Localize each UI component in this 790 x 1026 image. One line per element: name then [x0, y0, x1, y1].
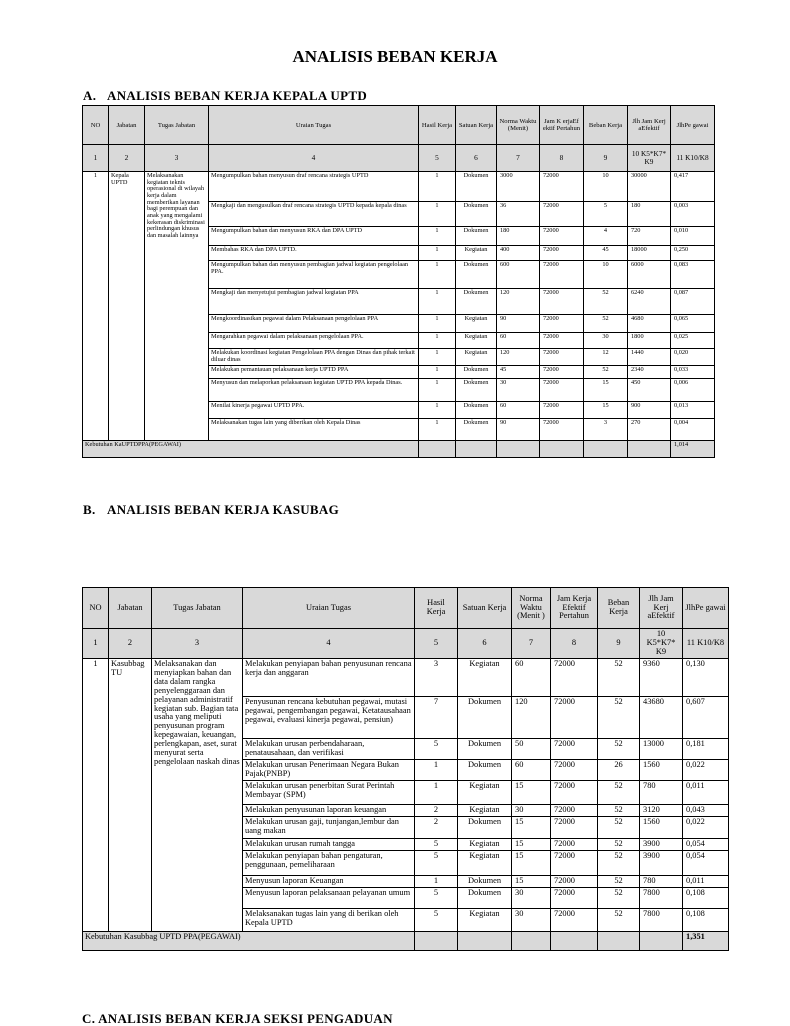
uraian-tugas-cell: Melaksanakan tugas lain yang diberikan oleh Kepala Dinas	[209, 419, 419, 441]
section-c-heading-partial: C. ANALISIS BEBAN KERJA SEKSI PENGADUAN	[82, 1011, 393, 1026]
norma-waktu-cell: 36	[497, 202, 540, 227]
beban-kerja-cell: 52	[584, 289, 628, 315]
satuan-kerja-cell: Dokumen	[458, 887, 512, 908]
jam-kerja-cell: 72000	[540, 333, 584, 349]
norma-waktu-cell: 50	[512, 739, 551, 760]
hasil-kerja-cell: 5	[415, 850, 458, 875]
hasil-kerja-cell: 1	[415, 875, 458, 887]
jam-kerja-cell: 72000	[540, 172, 584, 202]
jam-kerja-efektif-cell: 3120	[640, 805, 683, 817]
column-header: Beban Kerja	[598, 588, 640, 629]
beban-kerja-cell: 52	[598, 908, 640, 931]
column-header: Tugas Jabatan	[152, 588, 243, 629]
beban-kerja-cell: 15	[584, 379, 628, 402]
jam-kerja-cell: 72000	[540, 227, 584, 246]
jabatan-cell: Kepala UPTD	[109, 172, 145, 441]
page-title: ANALISIS BEBAN KERJA	[292, 47, 498, 66]
uraian-tugas-cell: Penyusunan rencana kebutuhan pegawai, mutasi pegawai, pengembangan pegawai, Ketatausahaan pegawai, evaluasi kinerja pegawai, pensiun)	[243, 697, 415, 739]
hasil-kerja-cell: 5	[415, 887, 458, 908]
hasil-kerja-cell: 5	[415, 908, 458, 931]
uraian-tugas-cell: Melakukan urusan rumah tangga	[243, 839, 415, 851]
section-b-heading: B. ANALISIS BEBAN KERJA KASUBAG	[83, 502, 339, 517]
jam-kerja-efektif-cell: 30000	[628, 172, 671, 202]
jumlah-pegawai-cell: 0,022	[683, 760, 729, 781]
jam-kerja-cell: 72000	[551, 839, 598, 851]
norma-waktu-cell: 30	[512, 805, 551, 817]
norma-waktu-cell: 60	[497, 333, 540, 349]
uraian-tugas-cell: Menyusun laporan pelaksanaan pelayanan umum	[243, 887, 415, 908]
beban-kerja-cell: 52	[598, 875, 640, 887]
satuan-kerja-cell: Dokumen	[456, 227, 497, 246]
column-number: 9	[584, 145, 628, 172]
tugas-jabatan-cell: Melaksanakan dan menyiapkan bahan dan data dalam rangka penyelenggaraan dan pelayanan administratif kegiatan sub. Bagian tata usaha yang meliputi penyusunan program kepegawaian, keuangan, perlengkapan, aset, surat menyurat serta pengelolaan naskah dinas	[152, 659, 243, 932]
table-row	[83, 172, 715, 202]
hasil-kerja-cell: 1	[415, 760, 458, 781]
hasil-kerja-cell: 2	[415, 805, 458, 817]
jam-kerja-efektif-cell: 1800	[628, 333, 671, 349]
jam-kerja-cell: 72000	[540, 202, 584, 227]
jam-kerja-cell: 72000	[551, 659, 598, 697]
footer-label: Kebutuhan KaUPTDPPA(PEGAWAI)	[83, 441, 419, 458]
jumlah-pegawai-cell: 0,108	[683, 908, 729, 931]
norma-waktu-cell: 60	[512, 760, 551, 781]
beban-kerja-cell: 52	[598, 850, 640, 875]
column-header: Norma Waktu (Menit)	[497, 106, 540, 145]
satuan-kerja-cell: Kegiatan	[458, 839, 512, 851]
satuan-kerja-cell: Kegiatan	[458, 850, 512, 875]
norma-waktu-cell: 15	[512, 875, 551, 887]
column-number: 4	[209, 145, 419, 172]
jam-kerja-cell: 72000	[540, 349, 584, 366]
jam-kerja-efektif-cell: 18000	[628, 246, 671, 261]
column-header: Uraian Tugas	[243, 588, 415, 629]
satuan-kerja-cell: Dokumen	[456, 402, 497, 419]
jam-kerja-cell: 72000	[551, 875, 598, 887]
norma-waktu-cell: 60	[512, 659, 551, 697]
jumlah-pegawai-cell: 0,083	[671, 261, 715, 289]
hasil-kerja-cell: 1	[419, 172, 456, 202]
table-kasubag	[82, 587, 729, 951]
jumlah-pegawai-cell: 0,043	[683, 805, 729, 817]
beban-kerja-cell: 30	[584, 333, 628, 349]
jumlah-pegawai-cell: 0,250	[671, 246, 715, 261]
hasil-kerja-cell: 1	[419, 379, 456, 402]
uraian-tugas-cell: Menilai kinerja pegawai UPTD PPA.	[209, 402, 419, 419]
uraian-tugas-cell: Menyusun dan melaporkan pelaksanaan kegiatan UPTD PPA kepada Dinas.	[209, 379, 419, 402]
uraian-tugas-cell: Melakukan urusan gaji, tunjangan,lembur dan uang makan	[243, 817, 415, 839]
beban-kerja-cell: 3	[584, 419, 628, 441]
norma-waktu-cell: 30	[497, 379, 540, 402]
hasil-kerja-cell: 5	[415, 839, 458, 851]
jam-kerja-efektif-cell: 43680	[640, 697, 683, 739]
uraian-tugas-cell: Mengkoordinasikan pegawai dalam Pelaksanaan pengelolaan PPA	[209, 315, 419, 333]
beban-kerja-cell: 52	[598, 697, 640, 739]
hasil-kerja-cell: 1	[419, 366, 456, 379]
jam-kerja-cell: 72000	[540, 315, 584, 333]
jumlah-pegawai-cell: 0,011	[683, 781, 729, 805]
beban-kerja-cell: 10	[584, 261, 628, 289]
norma-waktu-cell: 15	[512, 850, 551, 875]
beban-kerja-cell: 45	[584, 246, 628, 261]
jam-kerja-efektif-cell: 3900	[640, 850, 683, 875]
jam-kerja-cell: 72000	[551, 805, 598, 817]
satuan-kerja-cell: Dokumen	[458, 739, 512, 760]
satuan-kerja-cell: Kegiatan	[456, 315, 497, 333]
column-number: 8	[540, 145, 584, 172]
uraian-tugas-cell: Mengarahkan pegawai dalam pelaksanaan pengelolaan PPA.	[209, 333, 419, 349]
jumlah-pegawai-cell: 0,181	[683, 739, 729, 760]
uraian-tugas-cell: Melakukan penyiapan bahan pengaturan, penggunaan, pemeliharaan	[243, 850, 415, 875]
column-header: Beban Kerja	[584, 106, 628, 145]
beban-kerja-cell: 52	[598, 887, 640, 908]
footer-label: Kebutuhan Kasubbag UPTD PPA(PEGAWAI)	[83, 931, 415, 950]
column-number: 11 K10/K8	[671, 145, 715, 172]
hasil-kerja-cell: 7	[415, 697, 458, 739]
satuan-kerja-cell: Dokumen	[458, 697, 512, 739]
jam-kerja-efektif-cell: 7800	[640, 908, 683, 931]
jam-kerja-efektif-cell: 1440	[628, 349, 671, 366]
section-a-heading: A. ANALISIS BEBAN KERJA KEPALA UPTD	[83, 88, 368, 103]
column-header: Satuan Kerja	[456, 106, 497, 145]
satuan-kerja-cell: Dokumen	[456, 419, 497, 441]
column-number: 11 K10/K8	[683, 629, 729, 659]
satuan-kerja-cell: Kegiatan	[458, 908, 512, 931]
column-number: 1	[83, 145, 109, 172]
column-number: 9	[598, 629, 640, 659]
column-number: 10 K5*K7* K9	[628, 145, 671, 172]
jam-kerja-efektif-cell: 13000	[640, 739, 683, 760]
jam-kerja-efektif-cell: 1560	[640, 760, 683, 781]
table-kepala-uptd	[82, 105, 715, 458]
uraian-tugas-cell: Melakukan urusan Penerimaan Negara Bukan Pajak(PNBP)	[243, 760, 415, 781]
beban-kerja-cell: 10	[584, 172, 628, 202]
column-number: 5	[419, 145, 456, 172]
norma-waktu-cell: 15	[512, 781, 551, 805]
jam-kerja-cell: 72000	[551, 781, 598, 805]
column-number: 4	[243, 629, 415, 659]
jam-kerja-cell: 72000	[540, 366, 584, 379]
beban-kerja-cell: 52	[584, 366, 628, 379]
beban-kerja-cell: 5	[584, 202, 628, 227]
beban-kerja-cell: 4	[584, 227, 628, 246]
hasil-kerja-cell: 1	[415, 781, 458, 805]
column-number: 7	[497, 145, 540, 172]
hasil-kerja-cell: 2	[415, 817, 458, 839]
satuan-kerja-cell: Dokumen	[456, 366, 497, 379]
uraian-tugas-cell: Melakukan koordinasi kegiatan Pengelolaan PPA dengan Dinas dan pihak terkait diluar dinas	[209, 349, 419, 366]
jumlah-pegawai-cell: 0,011	[683, 875, 729, 887]
jumlah-pegawai-cell: 0,022	[683, 817, 729, 839]
hasil-kerja-cell: 1	[419, 402, 456, 419]
column-header: NO	[83, 588, 109, 629]
jam-kerja-cell: 72000	[540, 379, 584, 402]
satuan-kerja-cell: Dokumen	[458, 760, 512, 781]
jumlah-pegawai-cell: 0,130	[683, 659, 729, 697]
norma-waktu-cell: 180	[497, 227, 540, 246]
norma-waktu-cell: 600	[497, 261, 540, 289]
jumlah-pegawai-cell: 0,033	[671, 366, 715, 379]
row-no: 1	[83, 659, 109, 932]
column-number: 10 K5*K7* K9	[640, 629, 683, 659]
jam-kerja-cell: 72000	[551, 739, 598, 760]
hasil-kerja-cell: 3	[415, 659, 458, 697]
column-header: Jam K erjaEf ektif Pertahun	[540, 106, 584, 145]
column-header: Jlh Jam Kerj aEfektif	[628, 106, 671, 145]
column-header: Hasil Kerja	[419, 106, 456, 145]
norma-waktu-cell: 3000	[497, 172, 540, 202]
uraian-tugas-cell: Melaksanakan tugas lain yang di berikan oleh Kepala UPTD	[243, 908, 415, 931]
jumlah-pegawai-cell: 0,607	[683, 697, 729, 739]
beban-kerja-cell: 12	[584, 349, 628, 366]
jam-kerja-cell: 72000	[540, 246, 584, 261]
jam-kerja-cell: 72000	[551, 850, 598, 875]
tugas-jabatan-cell: Melaksanakan kegiatan teknis operasional di wilayah kerja dalam memberikan layanan bagi perempuan dan anak yang mengalami kekerasan diskriminasi perlindungan khusus dan masalah lainnya	[145, 172, 209, 441]
jam-kerja-efektif-cell: 720	[628, 227, 671, 246]
uraian-tugas-cell: Menyusun laporan Keuangan	[243, 875, 415, 887]
column-number: 6	[458, 629, 512, 659]
hasil-kerja-cell: 1	[419, 261, 456, 289]
uraian-tugas-cell: Melakukan urusan penerbitan Surat Perintah Membayar (SPM)	[243, 781, 415, 805]
uraian-tugas-cell: Membahas RKA dan DPA UPTD.	[209, 246, 419, 261]
column-header: NO	[83, 106, 109, 145]
jumlah-pegawai-cell: 0,054	[683, 850, 729, 875]
jam-kerja-cell: 72000	[540, 289, 584, 315]
jam-kerja-efektif-cell: 1560	[640, 817, 683, 839]
column-number: 1	[83, 629, 109, 659]
column-header: Uraian Tugas	[209, 106, 419, 145]
beban-kerja-cell: 52	[598, 781, 640, 805]
column-number: 2	[109, 145, 145, 172]
jumlah-pegawai-cell: 0,087	[671, 289, 715, 315]
jam-kerja-cell: 72000	[551, 760, 598, 781]
uraian-tugas-cell: Melakukan urusan perbendaharaan, penatausahaan, dan verifikasi	[243, 739, 415, 760]
hasil-kerja-cell: 1	[419, 202, 456, 227]
column-header: Hasil Kerja	[415, 588, 458, 629]
column-number: 3	[152, 629, 243, 659]
uraian-tugas-cell: Melakukan pemantauan pelaksanaan kerja UPTD PPA	[209, 366, 419, 379]
column-header: Satuan Kerja	[458, 588, 512, 629]
satuan-kerja-cell: Dokumen	[456, 379, 497, 402]
jumlah-pegawai-cell: 0,010	[671, 227, 715, 246]
jam-kerja-cell: 72000	[551, 887, 598, 908]
beban-kerja-cell: 52	[598, 739, 640, 760]
uraian-tugas-cell: Mengumpulkan bahan menyusun draf rencana strategis UPTD	[209, 172, 419, 202]
column-header: Jabatan	[109, 106, 145, 145]
satuan-kerja-cell: Dokumen	[456, 289, 497, 315]
column-header: Jlh Jam Kerj aEfektif	[640, 588, 683, 629]
satuan-kerja-cell: Kegiatan	[458, 805, 512, 817]
jam-kerja-efektif-cell: 6240	[628, 289, 671, 315]
beban-kerja-cell: 52	[598, 659, 640, 697]
hasil-kerja-cell: 1	[419, 289, 456, 315]
column-header: JlhPe gawai	[671, 106, 715, 145]
footer-value: 1,014	[671, 441, 715, 458]
beban-kerja-cell: 52	[598, 817, 640, 839]
satuan-kerja-cell: Dokumen	[456, 172, 497, 202]
satuan-kerja-cell: Dokumen	[458, 875, 512, 887]
jumlah-pegawai-cell: 0,417	[671, 172, 715, 202]
jumlah-pegawai-cell: 0,004	[671, 419, 715, 441]
jumlah-pegawai-cell: 0,013	[671, 402, 715, 419]
satuan-kerja-cell: Dokumen	[456, 202, 497, 227]
satuan-kerja-cell: Kegiatan	[456, 333, 497, 349]
hasil-kerja-cell: 1	[419, 349, 456, 366]
norma-waktu-cell: 45	[497, 366, 540, 379]
jam-kerja-efektif-cell: 6000	[628, 261, 671, 289]
hasil-kerja-cell: 1	[419, 419, 456, 441]
column-number: 3	[145, 145, 209, 172]
norma-waktu-cell: 30	[512, 908, 551, 931]
jam-kerja-cell: 72000	[540, 419, 584, 441]
beban-kerja-cell: 52	[584, 315, 628, 333]
satuan-kerja-cell: Kegiatan	[456, 349, 497, 366]
jam-kerja-efektif-cell: 180	[628, 202, 671, 227]
column-number: 6	[456, 145, 497, 172]
jam-kerja-cell: 72000	[551, 697, 598, 739]
jam-kerja-efektif-cell: 7800	[640, 887, 683, 908]
jumlah-pegawai-cell: 0,020	[671, 349, 715, 366]
norma-waktu-cell: 15	[512, 839, 551, 851]
norma-waktu-cell: 400	[497, 246, 540, 261]
uraian-tugas-cell: Mengkaji dan mengusulkan draf rencana strategis UPTD kepada kepala dinas	[209, 202, 419, 227]
column-header: Jabatan	[109, 588, 152, 629]
jumlah-pegawai-cell: 0,065	[671, 315, 715, 333]
jam-kerja-cell: 72000	[540, 402, 584, 419]
jam-kerja-cell: 72000	[551, 908, 598, 931]
jam-kerja-cell: 72000	[540, 261, 584, 289]
jam-kerja-efektif-cell: 3900	[640, 839, 683, 851]
column-header: Jam Kerja Efektif Pertahun	[551, 588, 598, 629]
jam-kerja-efektif-cell: 450	[628, 379, 671, 402]
norma-waktu-cell: 30	[512, 887, 551, 908]
jam-kerja-efektif-cell: 9360	[640, 659, 683, 697]
uraian-tugas-cell: Mengumpulkan bahan dan menyusun RKA dan DPA UPTD	[209, 227, 419, 246]
norma-waktu-cell: 60	[497, 402, 540, 419]
column-number: 7	[512, 629, 551, 659]
column-number: 2	[109, 629, 152, 659]
norma-waktu-cell: 120	[512, 697, 551, 739]
jam-kerja-efektif-cell: 270	[628, 419, 671, 441]
row-no: 1	[83, 172, 109, 441]
norma-waktu-cell: 120	[497, 289, 540, 315]
norma-waktu-cell: 120	[497, 349, 540, 366]
beban-kerja-cell: 26	[598, 760, 640, 781]
beban-kerja-cell: 52	[598, 839, 640, 851]
satuan-kerja-cell: Kegiatan	[458, 781, 512, 805]
jumlah-pegawai-cell: 0,003	[671, 202, 715, 227]
uraian-tugas-cell: Melakukan penyiapan bahan penyusunan rencana kerja dan anggaran	[243, 659, 415, 697]
jumlah-pegawai-cell: 0,054	[683, 839, 729, 851]
hasil-kerja-cell: 1	[419, 246, 456, 261]
column-header: JlhPe gawai	[683, 588, 729, 629]
uraian-tugas-cell: Melakukan penyusunan laporan keuangan	[243, 805, 415, 817]
column-number: 8	[551, 629, 598, 659]
norma-waktu-cell: 90	[497, 419, 540, 441]
norma-waktu-cell: 90	[497, 315, 540, 333]
hasil-kerja-cell: 1	[419, 227, 456, 246]
jumlah-pegawai-cell: 0,006	[671, 379, 715, 402]
jabatan-cell: Kasubbag TU	[109, 659, 152, 932]
satuan-kerja-cell: Dokumen	[456, 261, 497, 289]
beban-kerja-cell: 15	[584, 402, 628, 419]
jam-kerja-cell: 72000	[551, 817, 598, 839]
hasil-kerja-cell: 5	[415, 739, 458, 760]
satuan-kerja-cell: Kegiatan	[456, 246, 497, 261]
jam-kerja-efektif-cell: 780	[640, 781, 683, 805]
jam-kerja-efektif-cell: 780	[640, 875, 683, 887]
jumlah-pegawai-cell: 0,108	[683, 887, 729, 908]
hasil-kerja-cell: 1	[419, 333, 456, 349]
footer-value: 1,351	[683, 931, 729, 950]
uraian-tugas-cell: Mengkaji dan menyetujui pembagian jadwal kegiatan PPA	[209, 289, 419, 315]
column-header: Tugas Jabatan	[145, 106, 209, 145]
column-header: Norma Waktu (Menit )	[512, 588, 551, 629]
column-number: 5	[415, 629, 458, 659]
norma-waktu-cell: 15	[512, 817, 551, 839]
satuan-kerja-cell: Dokumen	[458, 817, 512, 839]
jam-kerja-efektif-cell: 4680	[628, 315, 671, 333]
hasil-kerja-cell: 1	[419, 315, 456, 333]
uraian-tugas-cell: Mengumpulkan bahan dan menyusun pembagian jadwal kegiatan pengelolaan PPA.	[209, 261, 419, 289]
table-row	[83, 659, 729, 697]
jumlah-pegawai-cell: 0,025	[671, 333, 715, 349]
satuan-kerja-cell: Kegiatan	[458, 659, 512, 697]
jam-kerja-efektif-cell: 2340	[628, 366, 671, 379]
jam-kerja-efektif-cell: 900	[628, 402, 671, 419]
beban-kerja-cell: 52	[598, 805, 640, 817]
